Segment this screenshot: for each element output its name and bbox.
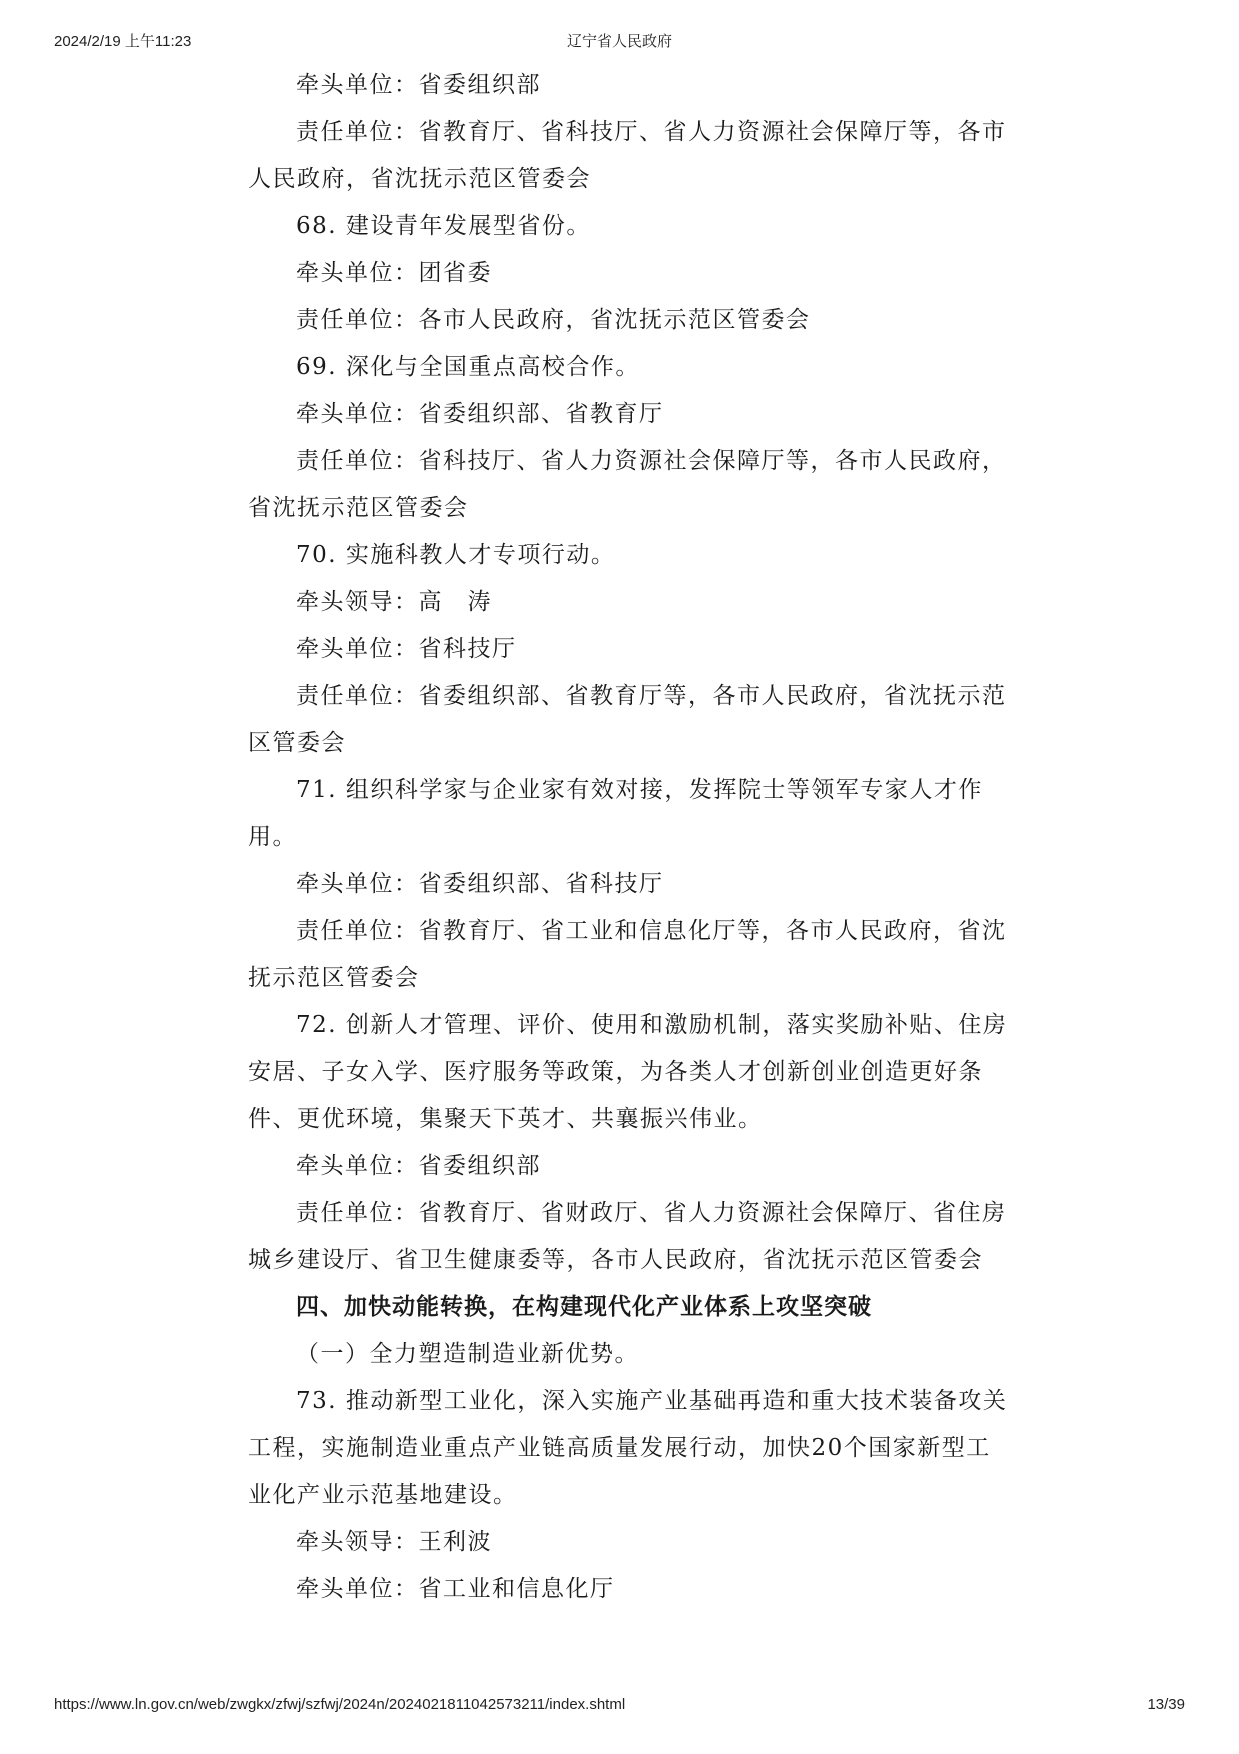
paragraph: 72. 创新人才管理、评价、使用和激励机制，落实奖励补贴、住房安居、子女入学、医疗服务等政策，为各类人才创新创业创造更好条件、更优环境，集聚天下英才、共襄振兴伟业。 [248, 1012, 1008, 1132]
print-site-title: 辽宁省人民政府 [566, 33, 672, 50]
paragraph: 牵头单位：省委组织部、省科技厅 [296, 871, 664, 897]
paragraph: 牵头单位：省委组织部 [296, 72, 541, 98]
document-body [248, 62, 1008, 1613]
page-number: 13/39 [1147, 1696, 1185, 1713]
print-url: https://www.ln.gov.cn/web/zwgkx/zfwj/szfwj/2024n/2024021811042573211/index.shtml [54, 1696, 626, 1713]
print-datetime: 2024/2/19 上午11:23 [54, 33, 192, 50]
paragraph: 70. 实施科教人才专项行动。 [296, 542, 616, 568]
paragraph: 责任单位：省教育厅、省工业和信息化厅等，各市人民政府，省沈抚示范区管委会 [248, 918, 1007, 991]
paragraph: 牵头领导：高 涛 [296, 589, 492, 615]
paragraph: 牵头单位：省委组织部、省教育厅 [296, 401, 664, 427]
paragraph: 责任单位：省委组织部、省教育厅等，各市人民政府，省沈抚示范区管委会 [248, 683, 1007, 756]
print-header [0, 30, 1239, 54]
subsection-heading: （一）全力塑造制造业新优势。 [296, 1341, 639, 1367]
paragraph: 责任单位：省教育厅、省财政厅、省人力资源社会保障厅、省住房城乡建设厅、省卫生健康委等，各市人民政府，省沈抚示范区管委会 [248, 1200, 1007, 1273]
paragraph: 责任单位：各市人民政府，省沈抚示范区管委会 [296, 307, 811, 333]
paragraph: 责任单位：省教育厅、省科技厅、省人力资源社会保障厅等，各市人民政府，省沈抚示范区管委会 [248, 119, 1007, 192]
paragraph: 牵头领导：王利波 [296, 1529, 492, 1555]
paragraph: 69. 深化与全国重点高校合作。 [296, 354, 640, 380]
print-footer [0, 1696, 1239, 1720]
paragraph: 73. 推动新型工业化，深入实施产业基础再造和重大技术装备攻关工程，实施制造业重点产业链高质量发展行动，加快20个国家新型工业化产业示范基地建设。 [248, 1388, 1008, 1508]
paragraph: 牵头单位：团省委 [296, 260, 492, 286]
paragraph: 牵头单位：省委组织部 [296, 1153, 541, 1179]
paragraph: 牵头单位：省工业和信息化厅 [296, 1576, 615, 1602]
section-heading: 四、加快动能转换，在构建现代化产业体系上攻坚突破 [296, 1294, 872, 1320]
paragraph: 71. 组织科学家与企业家有效对接，发挥院士等领军专家人才作用。 [248, 777, 983, 850]
paragraph: 责任单位：省科技厅、省人力资源社会保障厅等，各市人民政府，省沈抚示范区管委会 [248, 448, 1007, 521]
paragraph: 68. 建设青年发展型省份。 [296, 213, 591, 239]
paragraph: 牵头单位：省科技厅 [296, 636, 517, 662]
